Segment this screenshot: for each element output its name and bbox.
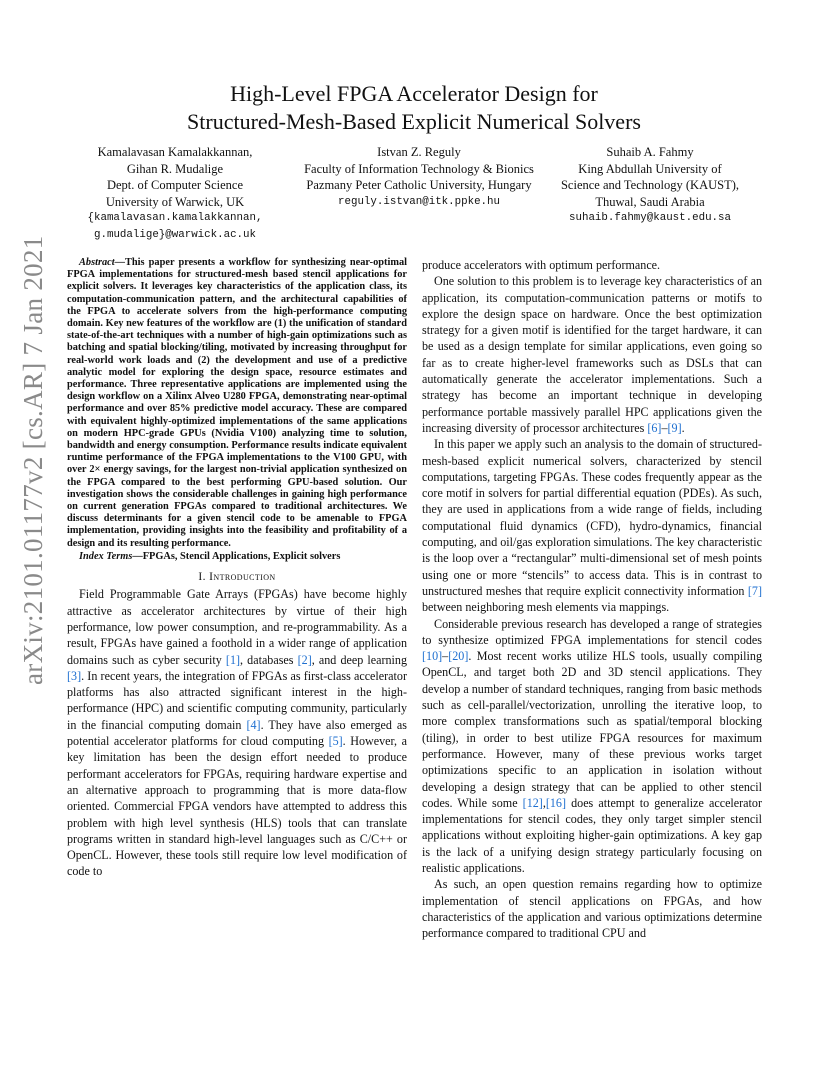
author-affiliation: Thuwal, Saudi Arabia — [595, 194, 705, 209]
abstract-label: Abstract — [79, 257, 115, 268]
index-terms-text: —FPGAs, Stencil Applications, Explicit solvers — [132, 550, 341, 562]
intro-paragraph: Field Programmable Gate Arrays (FPGAs) have become highly attractive as accelerator architectures by virtue of their high performance, low power consumption, and re-programmability. As a result, FPGAs have gained a foothold in a wider range of application domains such as cyber security [1], databases [2], and deep learning [3]. In recent years, the integration of FPGAs as first-class accelerator platforms has also attracted significant interest in the high-performance (HPC) and scientific computing community, particularly in the financial computing domain [4]. They have also emerged as potential accelerator platforms for cloud computing [5]. However, a key limitation has been the design effort needed to produce performant accelerators for FPGAs, requiring hardware expertise and an alternative approach to programming that is more data-flow oriented. Commercial FPGA vendors have attempted to address this problem with high level synthesis (HLS) tools that can translate programs written in standard high-level languages such as C/C++ or OpenCL. However, these tools still require low level modification of code to — [67, 587, 408, 879]
arxiv-identifier-stamp: arXiv:2101.01177v2 [cs.AR] 7 Jan 2021 — [18, 235, 48, 685]
author-name: Suhaib A. Fahmy — [606, 145, 694, 159]
author-block-kaust — [545, 144, 755, 227]
author-name: Gihan R. Mudalige — [126, 161, 224, 176]
abstract — [67, 257, 407, 550]
title-line-1: High-Level FPGA Accelerator Design for — [230, 81, 598, 106]
author-email: g.mudalige}@warwick.ac.uk — [94, 228, 256, 241]
author-affiliation: Science and Technology (KAUST), — [560, 178, 739, 192]
author-name: Kamalavasan Kamalakkannan, — [97, 145, 253, 159]
citation-link[interactable]: [16] — [545, 795, 567, 810]
intro-paragraph-continued: produce accelerators with optimum performance. — [422, 258, 661, 272]
citation-link[interactable]: [10] — [422, 649, 443, 664]
citation-link[interactable]: [9] — [667, 420, 682, 435]
right-column — [422, 257, 762, 941]
citation-link[interactable]: [7] — [747, 583, 762, 598]
index-terms — [67, 551, 407, 563]
author-affiliation: Dept. of Computer Science — [106, 178, 244, 192]
intro-paragraph: In this paper we apply such an analysis to the domain of structured-mesh-based explicit numerical solvers, characterized by stencil computations, targeting FPGAs. These codes frequently appear as the core motif in solvers for partial differential equation (PDEs). As such, they are used in applications from a wide range of fields, including computational fluid dynamics (CFD), hydro-dynamics, financial computing, and oil/gas exploration simulations. The key characteristic is the loop over a “rectangular” multi-dimensional set of mesh points using one or more “stencils” to access data. This is in contrast to unstructured meshes that require explicit connectivity information [7] between neighboring mesh elements via mappings. — [422, 437, 762, 615]
citation-link[interactable]: [2] — [297, 652, 312, 667]
author-affiliation: Faculty of Information Technology & Bionics — [304, 161, 534, 176]
author-email: reguly.istvan@itk.ppke.hu — [338, 195, 500, 208]
citation-link[interactable]: [20] — [448, 649, 469, 664]
citation-link[interactable]: [6] — [647, 420, 662, 435]
author-affiliation: King Abdullah University of — [578, 161, 722, 176]
author-affiliation: University of Warwick, UK — [105, 194, 245, 209]
intro-paragraph: As such, an open question remains regarding how to optimize implementation of stencil applications on FPGAs, and how characteristics of the application and various optimizations determine performance compared to traditional CPU and — [422, 877, 762, 941]
author-email: suhaib.fahmy@kaust.edu.sa — [569, 212, 731, 224]
citation-link[interactable]: [3] — [67, 668, 82, 683]
intro-paragraph: One solution to this problem is to leverage key characteristics of an application, its computation-communication patterns or motifs to explore the design space on hardware. Once the best optimization strategy for a given motif is identified for the target hardware, it can be used as a design template for similar applications, even going so far as to create higher-level frameworks such as DSLs that can automatically generate the accelerator implementations. Such a strategy has become an important technique in developing performance portable massively parallel HPC applications given the increasing diversity of processor architectures [6]–[9]. — [422, 274, 762, 435]
citation-link[interactable]: [1] — [225, 652, 241, 667]
paper-title — [0, 80, 828, 136]
index-terms-label: Index Terms — [79, 550, 133, 562]
author-block-pazmany — [276, 144, 562, 210]
author-name: Istvan Z. Reguly — [377, 145, 461, 159]
citation-link[interactable]: [12] — [522, 795, 543, 810]
citation-link[interactable]: [4] — [246, 717, 261, 732]
intro-paragraph: Considerable previous research has developed a range of strategies to synthesize optimized FPGA implementations for stencil codes [10]–[20]. Most recent works utilize HLS tools, usually compiling OpenCL, and target both 2D and 3D stencil applications. They develop a number of standard techniques, ranging from basic methods such as cell-parallel/vectorization, unrolling the iterative loop, to more complex transformations such as spatial/temporal blocking (tiling), in order to best utilize FPGA resources for maximum performance. However, many of these previous works target optimizations specific to an application in isolation without developing a design strategy that can be applied to other stencil codes. While some [12],[16] does attempt to generalize accelerator implementations for stencil codes, they only target simpler stencil applications without exploiting higher-gain optimizations. A key gap is the lack of a unifying design strategy particularly focusing on realistic applications. — [422, 616, 762, 875]
left-column — [67, 257, 407, 880]
citation-link[interactable]: [5] — [328, 734, 343, 749]
author-email: {kamalavasan.kamalakkannan, — [87, 212, 263, 224]
title-line-2: Structured-Mesh-Based Explicit Numerical Solvers — [187, 109, 641, 134]
section-heading-introduction: I. Introduction — [198, 571, 276, 584]
author-block-warwick — [60, 144, 290, 243]
author-affiliation: Pazmany Peter Catholic University, Hungary — [306, 178, 532, 192]
abstract-text: —This paper presents a workflow for synthesizing near-optimal FPGA implementations for structured-mesh based stencil applications for explicit solvers. It leverages key characteristics of the application class, its computation-communication pattern, and the architectural capabilities of the FPGA to accelerate solvers from the high-performance computing domain. Key new features of the workflow are (1) the unification of standard state-of-the-art techniques with a number of high-gain optimizations such as batching and spatial blocking/tiling, motivated by increasing throughput for real-world work loads and (2) the development and use of a predictive analytic model for exploring the design space, resource estimates and performance. Three representative applications are implemented using the design workflow on a Xilinx Alveo U280 FPGA, demonstrating near-optimal performance and over 85% predictive model accuracy. These are compared with equivalent highly-optimized implementations of the same applications on modern HPC-grade GPUs (Nvidia V100) analyzing time to solution, bandwidth and energy consumption. Performance results indicate equivalent runtime performance of the FPGA implementations to the V100 GPU, with over 2× energy savings, for the largest non-trivial application synthesized on the FPGA compared to the best performing GPU-based solution. Our investigation shows the considerable challenges in gaining high performance on current generation FPGAs compared to traditional architectures. We discuss determinants for a given stencil code to be amenable to FPGA implementation, providing insights into the feasibility and profitability of a design and its resulting performance. — [67, 257, 407, 549]
